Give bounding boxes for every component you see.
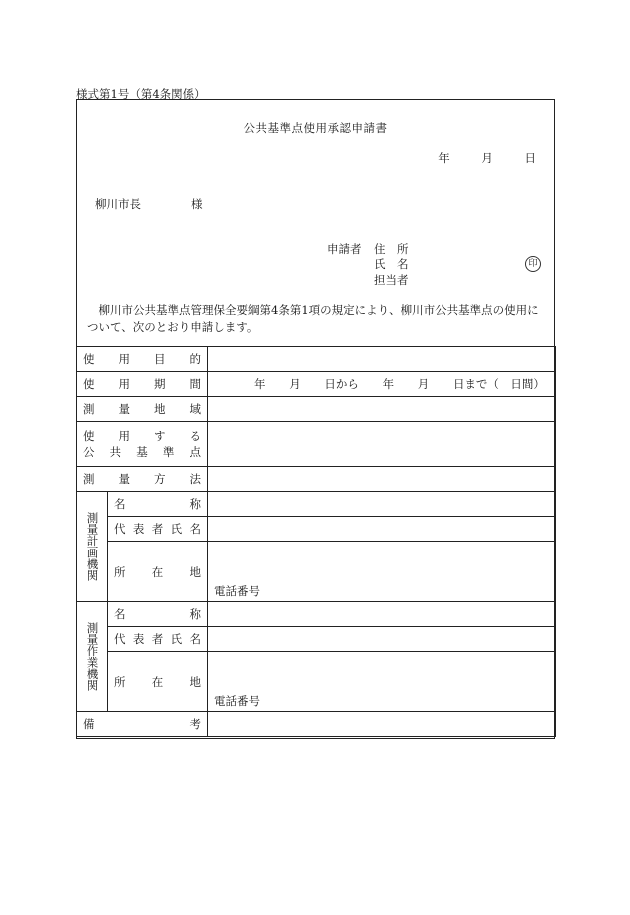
work-name-label: 名 称 <box>114 607 201 621</box>
method-label: 測 量 方 法 <box>83 472 201 486</box>
area-field[interactable] <box>208 397 556 422</box>
work-rep-label: 代 表 者 氏 名 <box>114 632 201 646</box>
purpose-field[interactable] <box>208 347 556 372</box>
planning-rep-label: 代 表 者 氏 名 <box>114 522 201 536</box>
method-field[interactable] <box>208 467 556 492</box>
row-label-purpose <box>77 347 208 372</box>
row-label-remarks <box>77 712 208 737</box>
date-year: 年 <box>438 151 450 165</box>
addressee <box>95 196 203 212</box>
work-location-field[interactable] <box>208 652 556 712</box>
addressee-honorific: 様 <box>191 197 203 211</box>
planning-location-label-cell <box>108 542 208 602</box>
work-name-label-cell <box>108 602 208 627</box>
row-label-period <box>77 372 208 397</box>
planning-location-label: 所 在 地 <box>114 564 201 579</box>
work-location-label-cell <box>108 652 208 712</box>
remarks-field[interactable] <box>208 712 556 737</box>
period-year-start: 年 <box>254 377 266 391</box>
form-title: 公共基準点使用承認申請書 <box>243 121 388 135</box>
work-rep-label-cell <box>108 627 208 652</box>
applicant-address-label: 住 所 <box>374 242 409 256</box>
planning-name-field[interactable] <box>208 492 556 517</box>
period-day-end: 日まで（ 日間） <box>452 377 545 391</box>
period-day-start: 日から <box>324 377 359 391</box>
planning-name-label-cell <box>108 492 208 517</box>
planning-name-label: 名 称 <box>114 497 201 511</box>
planning-phone-label: 電話番号 <box>214 584 260 598</box>
period-value <box>214 376 549 392</box>
row-label-points <box>77 422 208 467</box>
row-label-method <box>77 467 208 492</box>
period-month-start: 月 <box>289 377 301 391</box>
period-label: 使 用 期 間 <box>83 377 201 391</box>
date-day: 日 <box>524 151 536 165</box>
planning-org-label: 測量計画機関 <box>85 512 100 581</box>
applicant-label: 申請者 <box>327 242 362 256</box>
date-line <box>438 150 536 166</box>
points-label-line2: 公 共 基 準 点 <box>83 445 201 459</box>
addressee-name: 柳川市長 <box>95 197 141 211</box>
date-month: 月 <box>481 151 493 165</box>
applicant-contact-label: 担当者 <box>374 273 409 287</box>
work-name-field[interactable] <box>208 602 556 627</box>
points-label-line1: 使 用 す る <box>83 429 201 443</box>
work-phone-label: 電話番号 <box>214 694 260 708</box>
work-org-label: 測量作業機関 <box>85 622 100 691</box>
application-table <box>76 346 556 737</box>
area-label: 測 量 地 域 <box>83 402 201 416</box>
work-org-label-cell <box>77 602 108 712</box>
work-rep-field[interactable] <box>208 627 556 652</box>
planning-location-field[interactable] <box>208 542 556 602</box>
purpose-label: 使 用 目 的 <box>83 352 201 366</box>
row-label-area <box>77 397 208 422</box>
remarks-label: 備 考 <box>83 717 201 731</box>
period-year-end: 年 <box>382 377 395 391</box>
points-field[interactable] <box>208 422 556 467</box>
planning-org-label-cell <box>77 492 108 602</box>
application-form <box>76 99 555 739</box>
body-text: 柳川市公共基準点管理保全要綱第4条第1項の規定により、柳川市公共基準点の使用について、次のとおり申請します。 <box>87 303 539 334</box>
period-field[interactable] <box>208 372 556 397</box>
work-location-label: 所 在 地 <box>114 674 201 689</box>
applicant-name-label: 氏 名 <box>374 257 409 271</box>
planning-rep-field[interactable] <box>208 517 556 542</box>
seal-mark: 印 <box>525 256 541 272</box>
form-number: 様式第1号（第4条関係） <box>76 87 206 101</box>
planning-rep-label-cell <box>108 517 208 542</box>
period-month-end: 月 <box>417 377 430 391</box>
